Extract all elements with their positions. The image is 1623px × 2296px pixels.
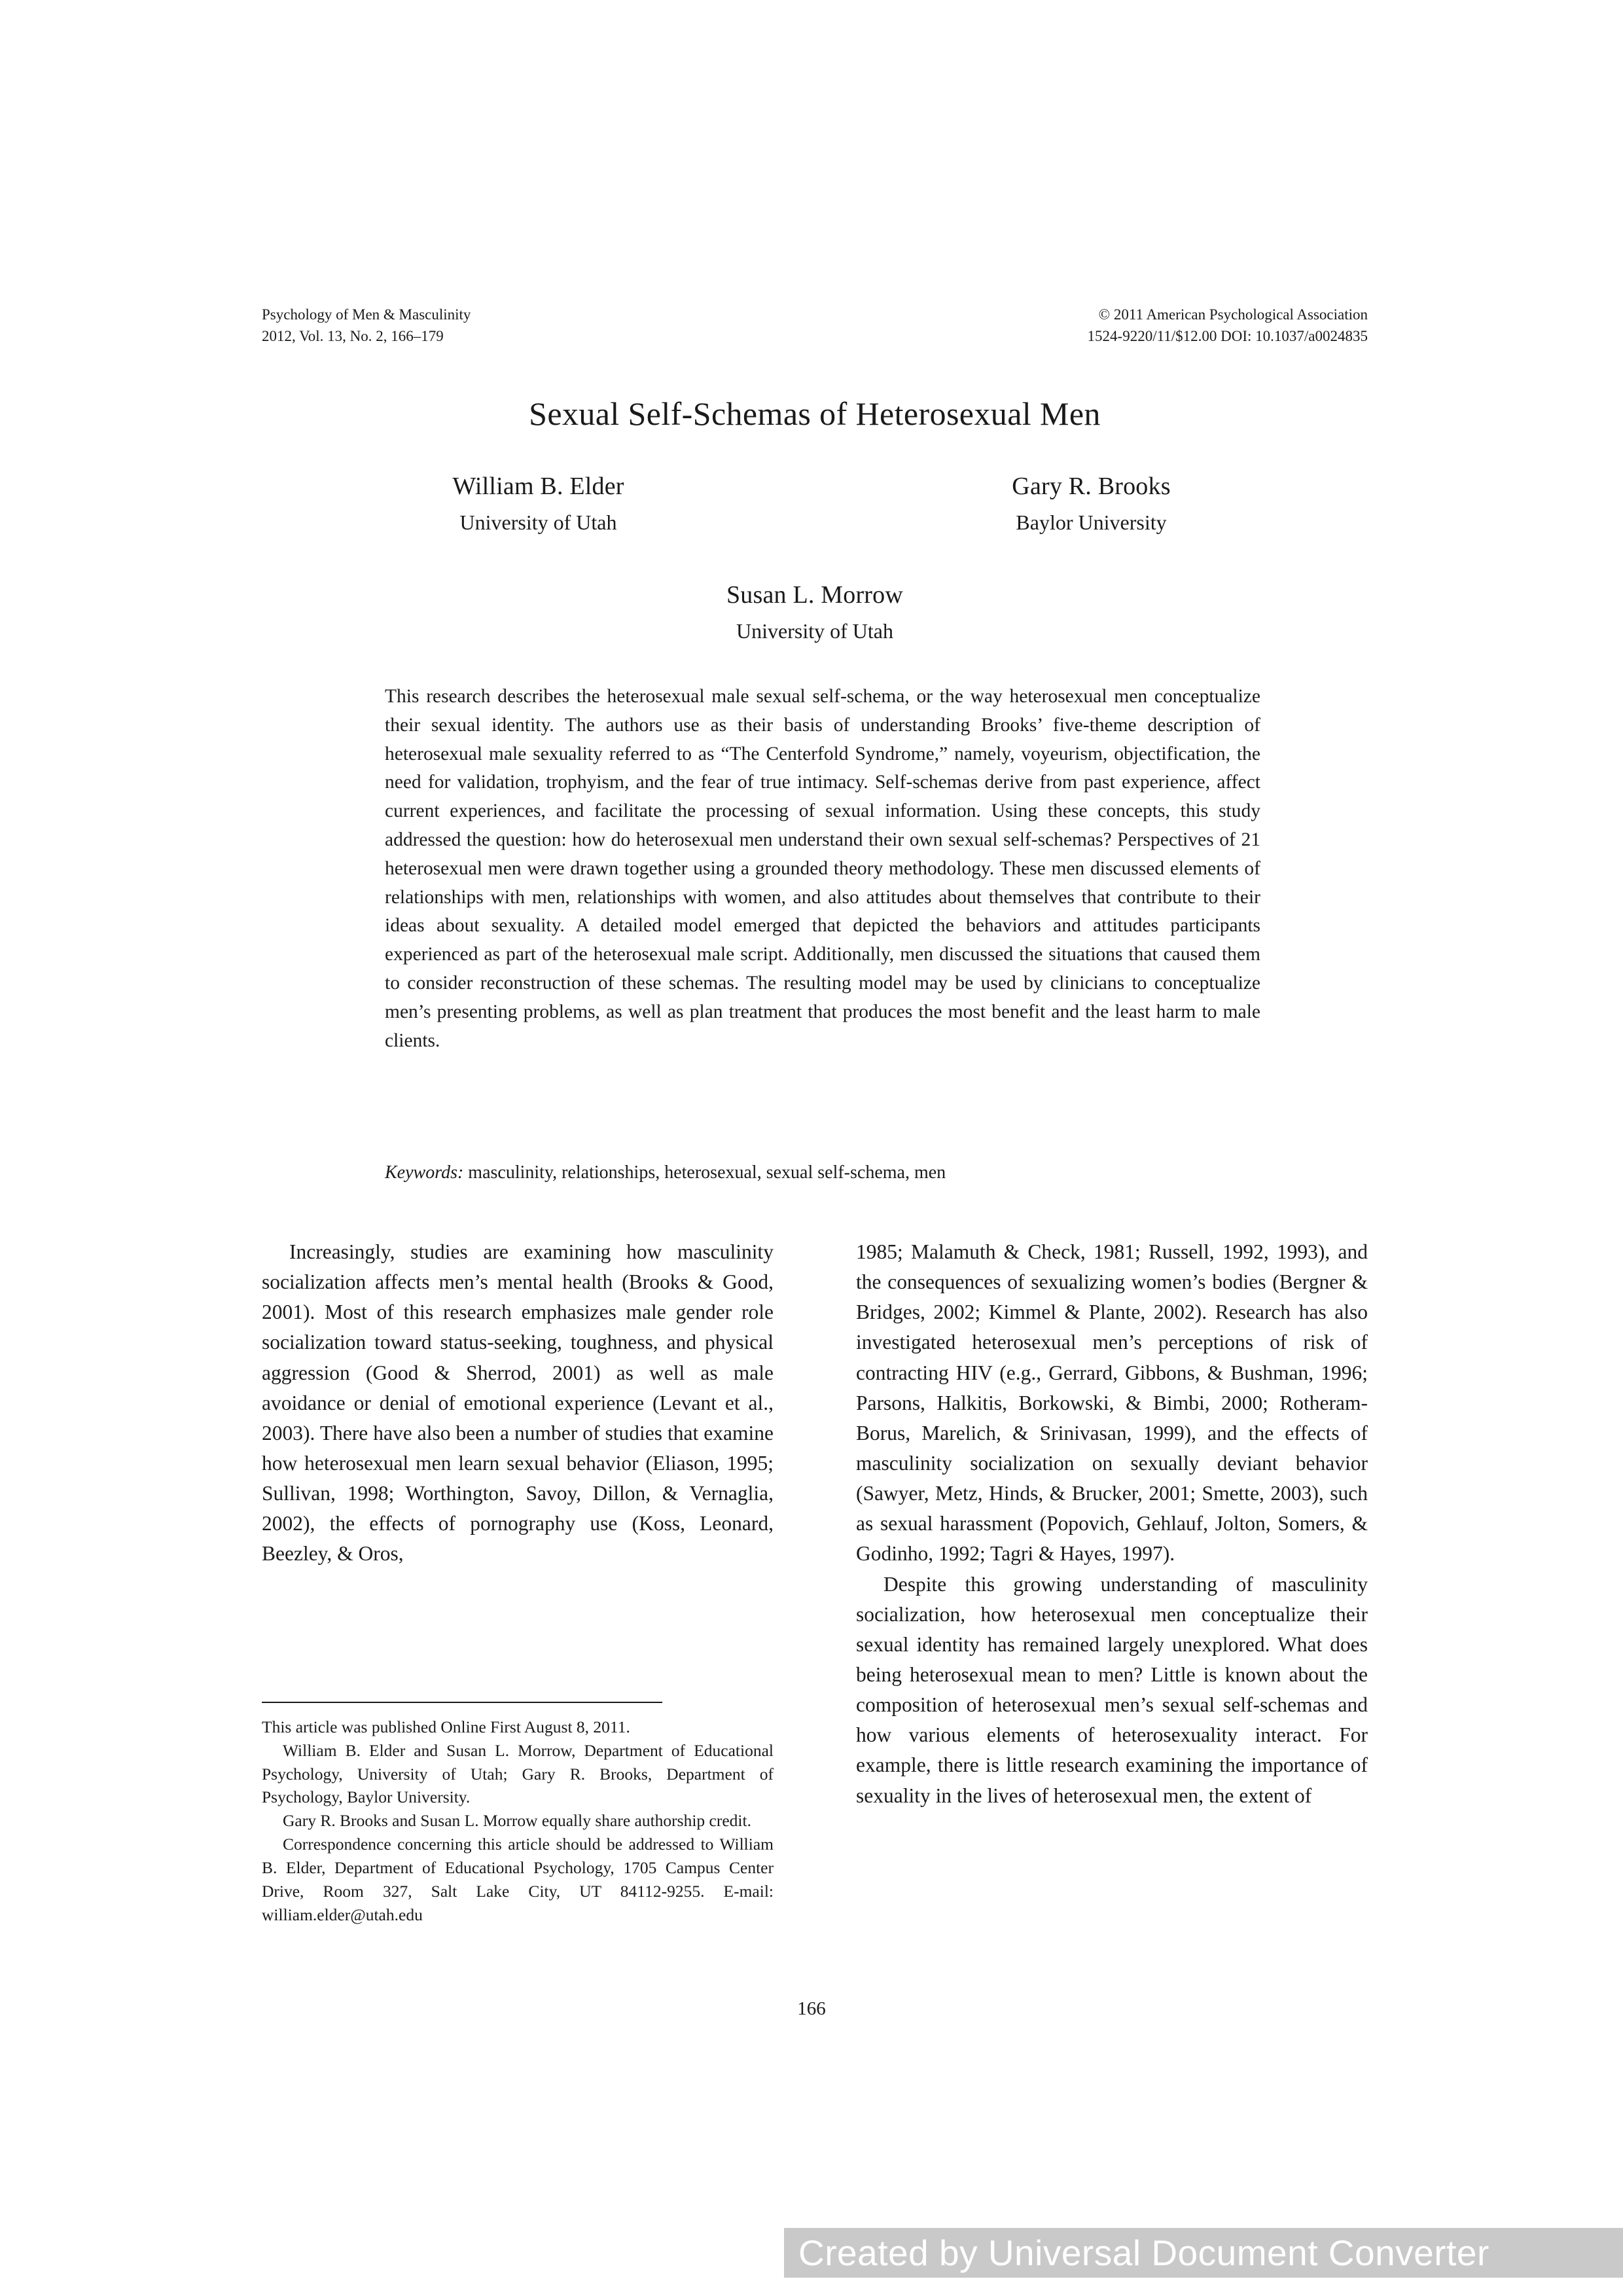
body-column-right — [856, 1237, 1368, 1811]
journal-issue: 2012, Vol. 13, No. 2, 166–179 — [262, 327, 444, 344]
author-affiliation: University of Utah — [459, 511, 617, 535]
author-block-2 — [815, 470, 1368, 536]
copyright-notice: © 2011 American Psychological Association — [1098, 306, 1368, 323]
page-number: 166 — [797, 1998, 826, 2019]
footnote-separator-rule — [262, 1702, 662, 1703]
body-paragraph: Increasingly, studies are examining how masculinity socialization affects men’s mental health (Brooks & Good, 2001). Most of this research emphasizes male gender role socialization toward status-seeking, toughness, and physical aggression (Good & Sherrod, 2001) as well as male avoidance or denial of emotional experience (Levant et al., 2003). There have also been a number of studies that examine how heterosexual men learn sexual behavior (Eliason, 1995; Sullivan, 1998; Worthington, Savoy, Dillon, & Vernaglia, 2002), the effects of pornography use (Koss, Leonard, Beezley, & Oros, — [262, 1240, 774, 1566]
author-block-1 — [262, 470, 815, 536]
watermark-banner: Created by Universal Document Converter — [784, 2228, 1623, 2278]
journal-identification — [262, 304, 471, 347]
author-note-footnote — [262, 1702, 774, 1926]
abstract-text: This research describes the heterosexual male sexual self-schema, or the way heterosexual men conceptualize their sexual identity. The authors use as their basis of understanding Brooks’ five-theme description of heterosexual male sexuality referred to as “The Centerfold Syndrome,” namely, voyeurism, objectification, the need for validation, trophyism, and the fear of true intimacy. Self-schemas derive from past experience, affect current experiences, and facilitate the processing of sexual information. Using these concepts, this study addressed the question: how do heterosexual men understand their own sexual self-schemas? Perspectives of 21 heterosexual men were drawn together using a grounded theory methodology. These men discussed elements of relationships with men, relationships with women, and also attitudes about themselves that contribute to their ideas about sexuality. A detailed model emerged that depicted the behaviors and attitudes participants experienced as part of the heterosexual male script. Additionally, men discussed the situations that caused them to consider reconstruction of these schemas. The resulting model may be used by clinicians to conceptualize men’s presenting problems, as well as plan treatment that produces the most benefit and the least harm to male clients. — [385, 686, 1260, 1051]
author-affiliation: Baylor University — [1016, 511, 1167, 535]
author-row-primary — [262, 470, 1368, 536]
author-block-3 — [262, 579, 1368, 645]
issn-doi: 1524-9220/11/$12.00 DOI: 10.1037/a0024835 — [1087, 327, 1368, 344]
body-column-left — [262, 1237, 774, 1570]
footnote-paragraph: Correspondence concerning this article should be addressed to William B. Elder, Department of Educational Psychology, 1705 Campus Center Drive, Room 327, Salt Lake City, UT 84112-9255. E-mail: william.elder@utah.edu — [262, 1835, 774, 1924]
author-name: William B. Elder — [452, 473, 624, 500]
footnote-paragraph: William B. Elder and Susan L. Morrow, Department of Educational Psychology, University of Utah; Gary R. Brooks, Department of Psychology, Baylor University. — [262, 1740, 774, 1807]
author-name: Susan L. Morrow — [726, 581, 904, 609]
article-title: Sexual Self-Schemas of Heterosexual Men — [529, 395, 1101, 432]
body-paragraph: 1985; Malamuth & Check, 1981; Russell, 1992, 1993), and the consequences of sexualizing women’s bodies (Bergner & Bridges, 2002; Kimmel & Plante, 2002). Research has also investigated heterosexual men’s perceptions of risk of contracting HIV (e.g., Gerrard, Gibbons, & Bushman, 1996; Parsons, Halkitis, Borkowski, & Bimbi, 2000; Rotheram-Borus, Marelich, & Srinivasan, 1999), and the effects of masculinity socialization on sexually deviant behavior (Sawyer, Metz, Hinds, & Brucker, 2001; Smette, 2003), such as sexual harassment (Popovich, Gehlauf, Jolton, Somers, & Godinho, 1992; Tagri & Hayes, 1997). — [856, 1240, 1368, 1566]
footnote-paragraph: This article was published Online First August 8, 2011. — [262, 1717, 630, 1736]
journal-name: Psychology of Men & Masculinity — [262, 306, 471, 323]
footnote-paragraph: Gary R. Brooks and Susan L. Morrow equally share authorship credit. — [283, 1811, 751, 1831]
journal-masthead — [262, 304, 1368, 347]
keywords-label: Keywords: — [385, 1162, 464, 1183]
author-affiliation: University of Utah — [736, 619, 893, 643]
keywords-terms: masculinity, relationships, heterosexual, sexual self-schema, men — [463, 1162, 946, 1183]
keywords-line — [385, 1160, 1260, 1185]
journal-copyright-block — [1088, 304, 1368, 347]
body-paragraph: Despite this growing understanding of masculinity socialization, how heterosexual men conceptualize their sexual identity has remained largely unexplored. What does being heterosexual mean to men? Little is known about the composition of heterosexual men’s sexual self-schemas and how various elements of heterosexuality interact. For example, there is little research examining the importance of sexuality in the lives of heterosexual men, the extent of — [856, 1572, 1368, 1807]
author-name: Gary R. Brooks — [1012, 473, 1171, 500]
